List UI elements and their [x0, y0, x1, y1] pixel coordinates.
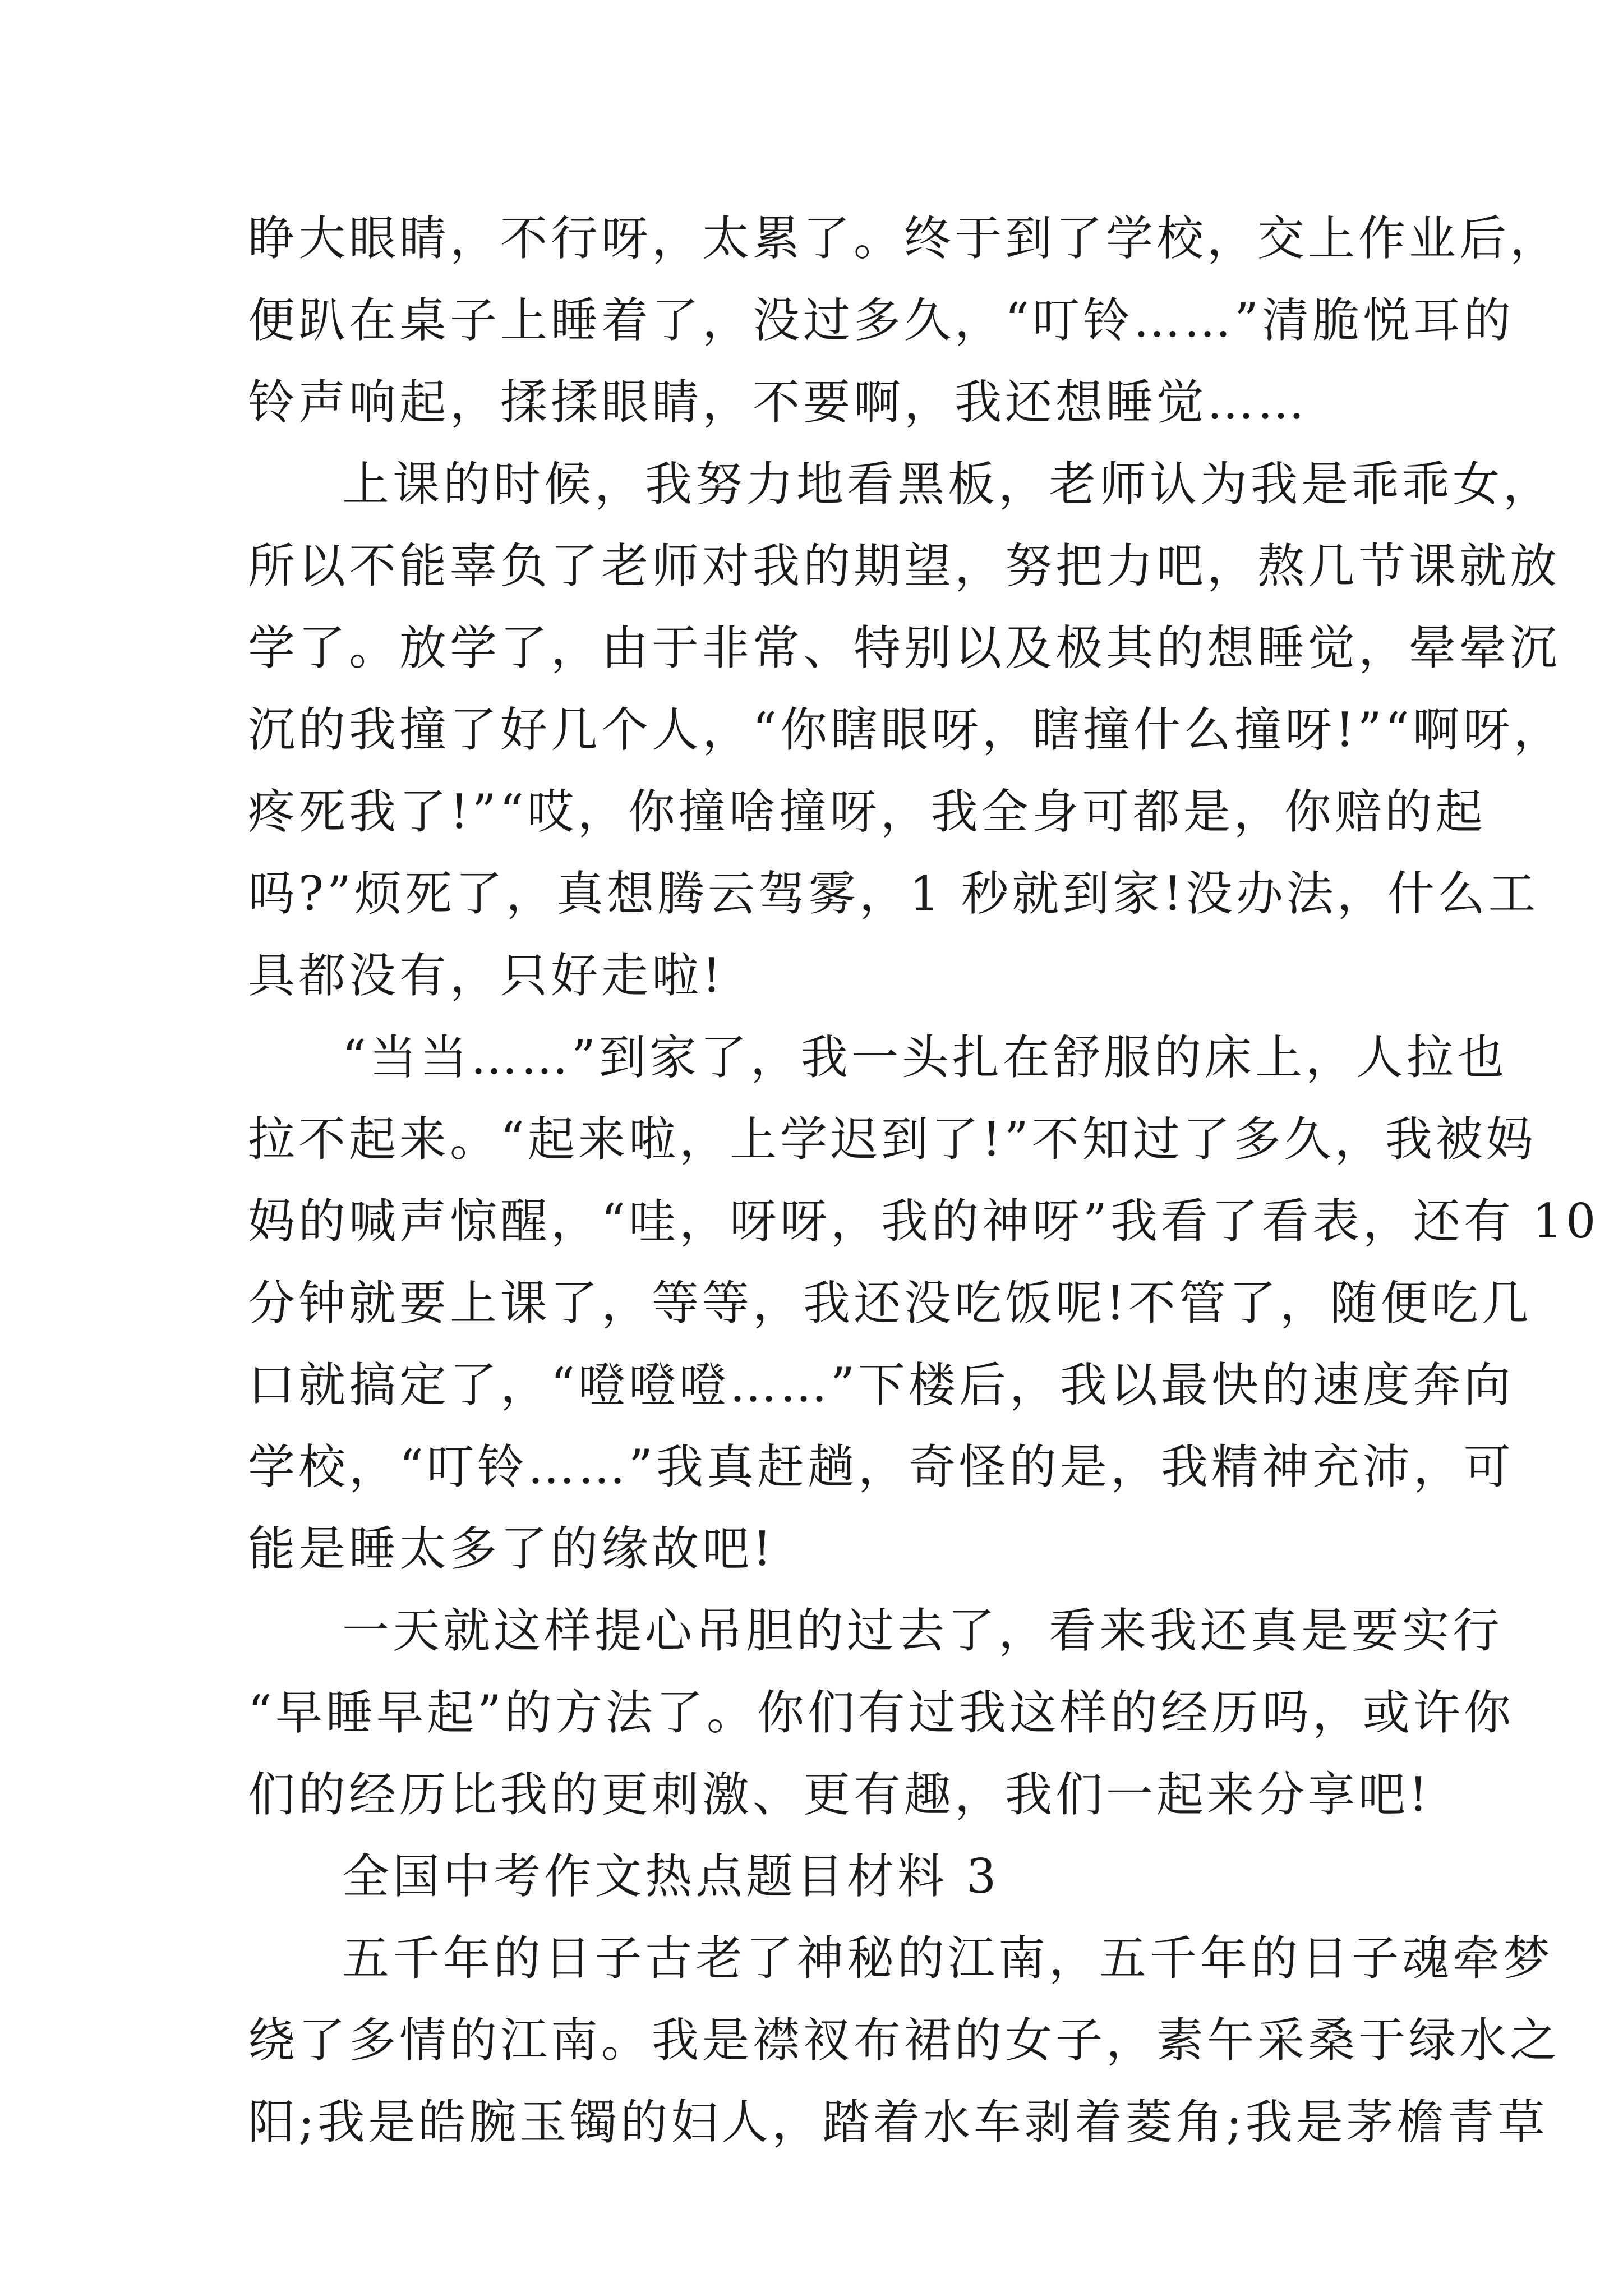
paragraph-2 — [248, 443, 1564, 1016]
paragraph-1 — [248, 197, 1561, 443]
text-line: 便趴在桌子上睡着了，没过多久，“叮铃……”清脆悦耳的 — [248, 293, 1514, 348]
text-line: 沉的我撞了好几个人，“你瞎眼呀，瞎撞什么撞呀!”“啊呀， — [248, 702, 1564, 757]
text-line: 上课的时候，我努力地看黑板，老师认为我是乖乖女， — [342, 457, 1554, 512]
text-line: 吗?”烦死了，真想腾云驾雾，1 秒就到家!没办法，什么工 — [248, 866, 1539, 921]
paragraph-3 — [248, 1016, 1599, 1590]
text-line: 妈的喊声惊醒，“哇，呀呀，我的神呀”我看了看表，还有 10 — [248, 1194, 1599, 1249]
text-line: 学校，“叮铃……”我真赶趟，奇怪的是，我精神充沛，可 — [248, 1439, 1514, 1494]
text-line: 一天就这样提心吊胆的过去了，看来我还真是要实行 — [342, 1603, 1504, 1658]
text-line: 绕了多情的江南。我是襟衩布裙的女子，素午采桑于绿水之 — [248, 2013, 1561, 2068]
text-line: “当当……”到家了，我一头扎在舒服的床上，人拉也 — [342, 1030, 1507, 1085]
document-body — [248, 197, 1599, 2163]
text-line: “早睡早起”的方法了。你们有过我这样的经历吗，或许你 — [248, 1685, 1514, 1740]
paragraph-4 — [248, 1590, 1514, 1835]
section-heading — [248, 1835, 1392, 1917]
text-line: 具都没有，只好走啦! — [248, 948, 725, 1003]
heading-text: 全国中考作文热点题目材料 3 — [342, 1849, 1000, 1904]
paragraph-5 — [248, 1917, 1561, 2163]
text-line: 拉不起来。“起来啦，上学迟到了!”不知过了多久，我被妈 — [248, 1112, 1537, 1167]
text-line: 能是睡太多了的缘故吧! — [248, 1521, 775, 1576]
text-line: 铃声响起，揉揉眼睛，不要啊，我还想睡觉…… — [248, 375, 1308, 430]
text-line: 五千年的日子古老了神秘的江南，五千年的日子魂牵梦 — [342, 1931, 1554, 1986]
text-line: 口就搞定了，“噔噔噔……”下楼后，我以最快的速度奔向 — [248, 1358, 1514, 1412]
text-line: 们的经历比我的更刺激、更有趣，我们一起来分享吧! — [248, 1767, 1431, 1822]
text-line: 疼死我了!”“哎，你撞啥撞呀，我全身可都是，你赔的起 — [248, 784, 1486, 839]
text-line: 阳;我是皓腕玉镯的妇人，踏着水车剥着菱角;我是茅檐青草 — [248, 2095, 1548, 2150]
text-line: 分钟就要上课了，等等，我还没吃饭呢!不管了，随便吃几 — [248, 1276, 1532, 1331]
text-line: 所以不能辜负了老师对我的期望，努把力吧，熬几节课就放 — [248, 539, 1561, 593]
text-line: 睁大眼睛，不行呀，太累了。终于到了学校，交上作业后， — [248, 211, 1561, 266]
text-line: 学了。放学了，由于非常、特别以及极其的想睡觉，晕晕沉 — [248, 620, 1561, 675]
